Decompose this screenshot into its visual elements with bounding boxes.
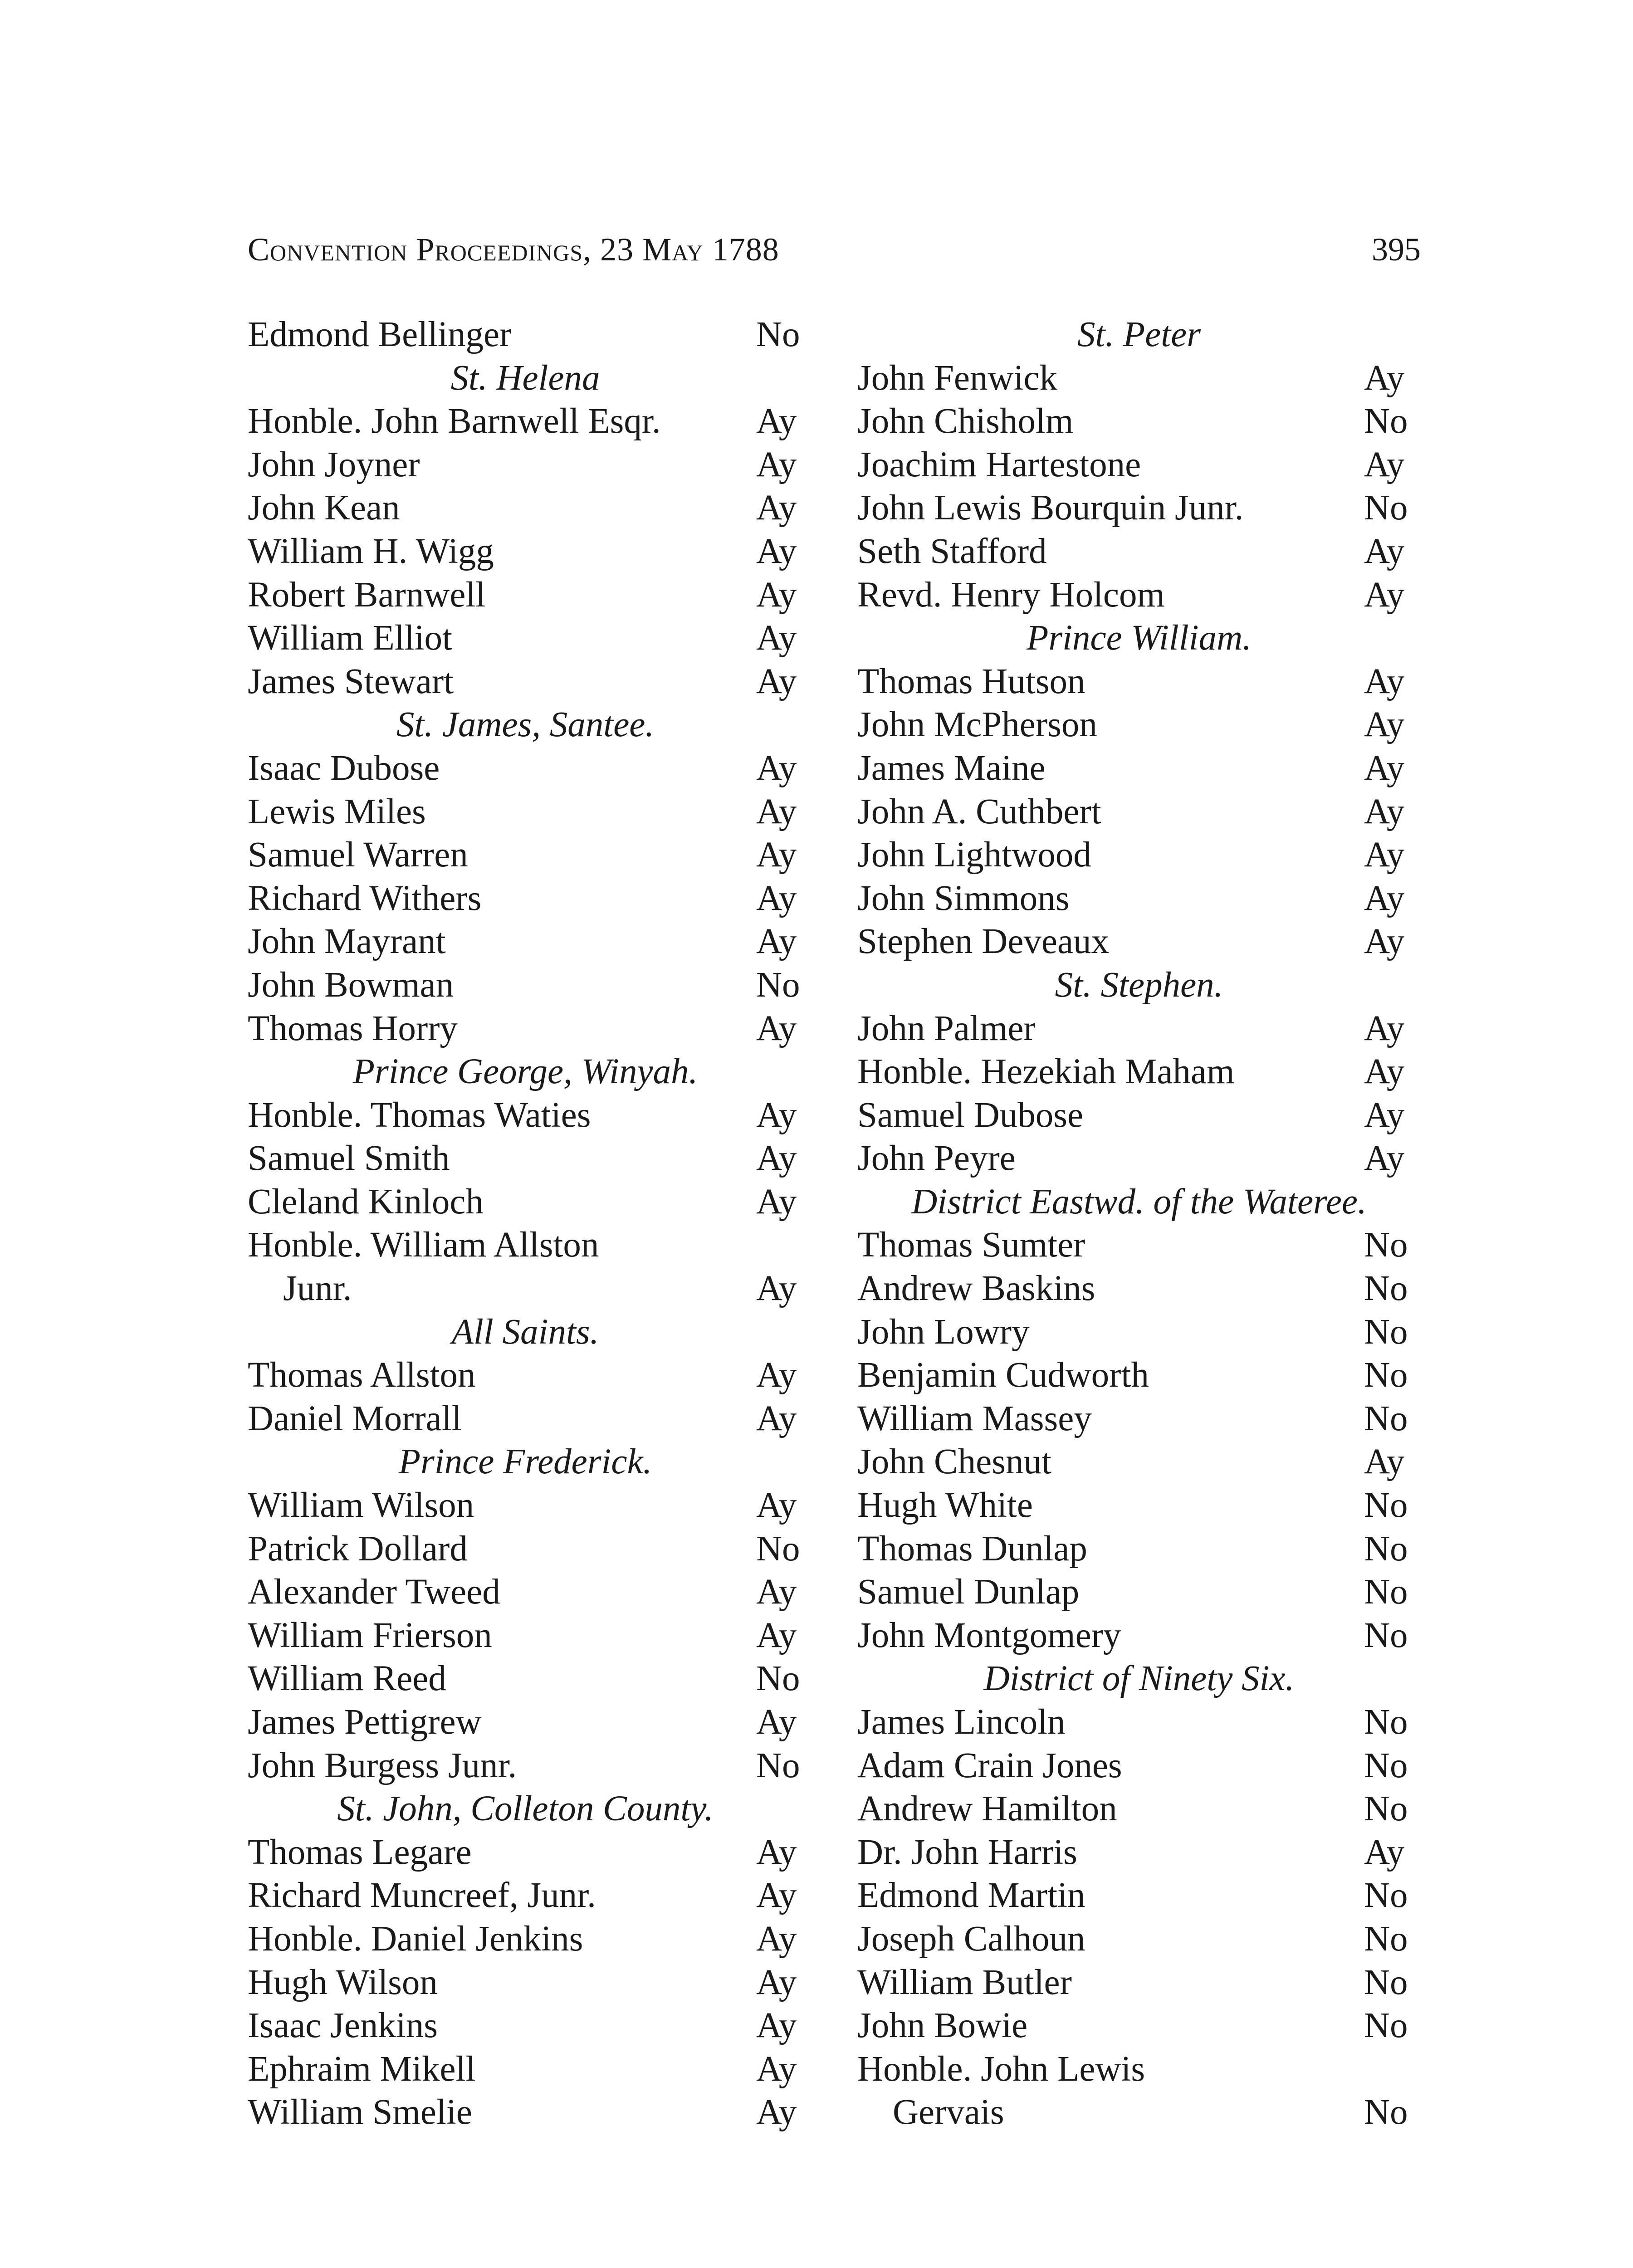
vote: Ay [756,618,797,658]
vote: Ay [756,748,797,788]
vote: Ay [756,1615,797,1655]
member-name: Samuel Dunlap [857,1572,1080,1612]
vote: No [1364,1919,1408,1959]
member-name: John Chesnut [857,1442,1051,1482]
member-name: Adam Crain Jones [857,1745,1122,1785]
vote: No [1364,1615,1408,1655]
vote: Ay [756,488,797,528]
vote: No [1364,1962,1408,2002]
member-row [248,747,803,790]
member-name: Seth Stafford [857,531,1047,571]
member-row [857,1527,1421,1571]
vote: Ay [1364,878,1405,918]
parish-heading: Prince Frederick. [398,1442,652,1482]
member-name: Revd. Henry Holcom [857,575,1165,615]
member-name: Richard Muncreef, Junr. [248,1876,596,1916]
member-row [857,1961,1421,2004]
member-name: Honble. Hezekiah Maham [857,1052,1235,1092]
vote: Ay [1364,1139,1405,1178]
vote: No [1364,1702,1408,1742]
vote: Ay [756,792,797,831]
member-name: Samuel Dubose [857,1095,1084,1135]
vote: Ay [756,401,797,441]
vote: Ay [1364,661,1405,701]
member-row [857,2004,1421,2048]
member-row [248,1397,803,1441]
member-name: Andrew Hamilton [857,1789,1117,1829]
vote: No [1364,488,1408,528]
member-name: Stephen Deveaux [857,922,1110,962]
vote: No [1364,1269,1408,1309]
member-name: Daniel Morrall [248,1398,462,1438]
member-row [248,1354,803,1397]
member-name: Patrick Dollard [248,1529,468,1569]
vote: Ay [1364,835,1405,875]
member-name: John Joyner [248,445,420,484]
parish-heading: Prince George, Winyah. [352,1052,698,1092]
member-row [248,400,803,443]
member-name: Hugh White [857,1486,1033,1525]
vote: No [756,1529,800,1569]
running-head [248,225,1421,274]
member-row [248,530,803,573]
member-row [248,1917,803,1961]
member-row [248,920,803,963]
left-column [248,313,803,2134]
member-row [857,1484,1421,1527]
member-name: William Frierson [248,1615,492,1655]
member-row [857,1094,1421,1137]
vote: Ay [756,922,797,962]
member-row [248,833,803,877]
vote: Ay [1364,748,1405,788]
member-row [857,530,1421,573]
vote: Ay [756,878,797,918]
member-name: William Massey [857,1398,1092,1438]
member-row [248,963,803,1007]
member-name: Gervais [893,2092,1004,2132]
member-row [248,1614,803,1657]
vote: Ay [756,1876,797,1916]
member-name: Edmond Martin [857,1876,1085,1916]
member-row [857,833,1421,877]
member-name: Honble. Daniel Jenkins [248,1919,583,1959]
vote: No [1364,1529,1408,1569]
member-name: John Chisholm [857,401,1074,441]
member-row [248,443,803,487]
member-name: William H. Wigg [248,531,494,571]
member-name: Junr. [283,1269,352,1309]
member-name: Andrew Baskins [857,1269,1095,1309]
member-row [857,1223,1421,1267]
member-row [248,877,803,920]
member-name: John Montgomery [857,1615,1121,1655]
vote: Ay [756,835,797,875]
member-name: Cleland Kinloch [248,1182,484,1222]
member-name: Samuel Warren [248,835,468,875]
member-name: Thomas Allston [248,1355,476,1395]
vote: Ay [756,1095,797,1135]
vote: Ay [756,2092,797,2132]
member-name: Benjamin Cudworth [857,1355,1149,1395]
vote: Ay [1364,1052,1405,1092]
vote: Ay [1364,531,1405,571]
member-name: Joseph Calhoun [857,1919,1085,1959]
member-name: William Wilson [248,1486,474,1525]
member-name: John Bowman [248,965,454,1005]
member-row [857,1050,1421,1094]
vote: No [1364,1398,1408,1438]
member-row [857,920,1421,963]
member-name: John Simmons [857,878,1070,918]
member-name: John Burgess Junr. [248,1745,517,1785]
member-row-continuation [857,2091,1421,2134]
member-name: Isaac Jenkins [248,2006,438,2046]
vote: Ay [756,1486,797,1525]
member-row [248,1874,803,1917]
vote: No [756,1745,800,1785]
member-row [248,1094,803,1137]
vote: Ay [1364,358,1405,398]
vote: Ay [1364,1095,1405,1135]
member-name: John Lightwood [857,835,1091,875]
member-row [857,1267,1421,1310]
member-row [248,1527,803,1571]
vote: Ay [756,1355,797,1395]
member-name: William Butler [857,1962,1072,2002]
member-name: Dr. John Harris [857,1832,1077,1872]
member-name: William Smelie [248,2092,472,2132]
member-name: Honble. John Lewis [857,2049,1145,2089]
member-name: James Pettigrew [248,1702,482,1742]
member-name: John Kean [248,488,400,528]
vote: Ay [756,1182,797,1222]
member-row [857,1007,1421,1051]
parish-heading: St. John, Colleton County. [337,1789,714,1829]
vote: No [1364,1572,1408,1612]
member-row [857,1440,1421,1484]
parish-heading: St. Helena [450,358,600,398]
member-row [248,1007,803,1051]
member-name: John Palmer [857,1008,1036,1048]
member-name: Ephraim Mikell [248,2049,476,2089]
member-row [248,2091,803,2134]
vote: Ay [1364,1442,1405,1482]
member-name: Joachim Hartestone [857,445,1141,484]
member-row [857,1397,1421,1441]
vote: Ay [756,2049,797,2089]
member-row [857,1137,1421,1180]
vote: Ay [756,531,797,571]
vote: Ay [1364,922,1405,962]
vote: Ay [756,2006,797,2046]
member-name: James Stewart [248,661,454,701]
member-row [857,486,1421,530]
vote: Ay [1364,1008,1405,1048]
member-row [248,486,803,530]
vote: No [1364,2006,1408,2046]
member-row [248,1701,803,1744]
member-row [248,1570,803,1614]
member-row [857,1787,1421,1831]
member-name: James Lincoln [857,1702,1066,1742]
member-row [248,1657,803,1701]
parish-heading: St. Peter [1077,315,1201,354]
member-row [857,1614,1421,1657]
vote: Ay [756,1832,797,1872]
vote: No [1364,1225,1408,1265]
member-row [857,443,1421,487]
member-row [857,790,1421,834]
member-name: William Elliot [248,618,453,658]
vote: No [1364,1745,1408,1785]
vote: No [1364,1789,1408,1829]
vote: Ay [756,1269,797,1309]
member-row [248,660,803,704]
member-name: John Peyre [857,1139,1016,1178]
member-row [857,1917,1421,1961]
member-row [248,616,803,660]
parish-heading: District of Ninety Six. [983,1659,1295,1699]
member-row [857,1831,1421,1874]
vote: Ay [1364,575,1405,615]
parish-heading: St. Stephen. [1055,965,1223,1005]
member-row [857,2048,1421,2091]
member-row [857,573,1421,617]
member-name: Thomas Hutson [857,661,1085,701]
vote: No [1364,1486,1408,1525]
vote: No [1364,401,1408,441]
member-row [857,1570,1421,1614]
vote: No [1364,1312,1408,1352]
member-row [857,1744,1421,1788]
member-row [857,877,1421,920]
member-row [248,2048,803,2091]
vote: Ay [756,1398,797,1438]
member-name: Thomas Horry [248,1008,458,1048]
vote: Ay [756,1962,797,2002]
parish-heading: Prince William. [1027,618,1252,658]
vote: Ay [1364,1832,1405,1872]
vote: Ay [756,1572,797,1612]
member-name: Edmond Bellinger [248,315,512,354]
vote: No [1364,1876,1408,1916]
member-name: William Reed [248,1659,446,1699]
member-name: John Fenwick [857,358,1058,398]
member-name: Honble. Thomas Waties [248,1095,591,1135]
member-name: Alexander Tweed [248,1572,500,1612]
member-row [857,1701,1421,1744]
member-row [857,660,1421,704]
member-row [248,1223,803,1267]
vote: Ay [756,575,797,615]
member-row [248,1961,803,2004]
vote: Ay [756,1919,797,1959]
member-row [857,1874,1421,1917]
member-name: Thomas Sumter [857,1225,1085,1265]
member-name: John A. Cuthbert [857,792,1101,831]
member-name: Lewis Miles [248,792,426,831]
member-row-continuation [248,1267,803,1310]
member-row [248,1831,803,1874]
member-row [248,1744,803,1788]
running-title: Convention Proceedings, 23 May 1788 [248,231,779,268]
vote: Ay [1364,705,1405,745]
vote: No [756,315,800,354]
member-name: James Maine [857,748,1046,788]
member-name: Hugh Wilson [248,1962,438,2002]
member-row [857,1354,1421,1397]
member-name: Samuel Smith [248,1139,450,1178]
vote: No [1364,1355,1408,1395]
member-row [248,313,803,357]
vote: No [756,965,800,1005]
member-row [248,1484,803,1527]
member-name: John Lewis Bourquin Junr. [857,488,1244,528]
member-name: John McPherson [857,705,1097,745]
member-row [857,747,1421,790]
member-row [857,400,1421,443]
member-name: John Bowie [857,2006,1028,2046]
member-name: John Mayrant [248,922,446,962]
parish-heading: District Eastwd. of the Wateree. [911,1182,1367,1222]
member-name: Honble. John Barnwell Esqr. [248,401,661,441]
vote: Ay [756,661,797,701]
vote: Ay [1364,445,1405,484]
member-name: Thomas Dunlap [857,1529,1087,1569]
right-column [857,313,1421,2134]
member-row [248,573,803,617]
member-row [857,1310,1421,1354]
vote: Ay [756,445,797,484]
member-name: Isaac Dubose [248,748,440,788]
member-name: Thomas Legare [248,1832,472,1872]
vote: Ay [756,1008,797,1048]
vote: Ay [1364,792,1405,831]
parish-heading: All Saints. [451,1312,599,1352]
member-row [248,790,803,834]
vote: Ay [756,1702,797,1742]
member-row [857,703,1421,747]
page-number: 395 [1372,231,1421,268]
member-name: Richard Withers [248,878,482,918]
member-row [857,357,1421,400]
member-row [248,2004,803,2048]
vote: No [756,1659,800,1699]
member-name: Robert Barnwell [248,575,486,615]
vote: Ay [756,1139,797,1178]
member-name: Honble. William Allston [248,1225,599,1265]
member-name: John Lowry [857,1312,1030,1352]
member-row [248,1137,803,1180]
parish-heading: St. James, Santee. [396,705,655,745]
member-row [248,1180,803,1224]
vote: No [1364,2092,1408,2132]
